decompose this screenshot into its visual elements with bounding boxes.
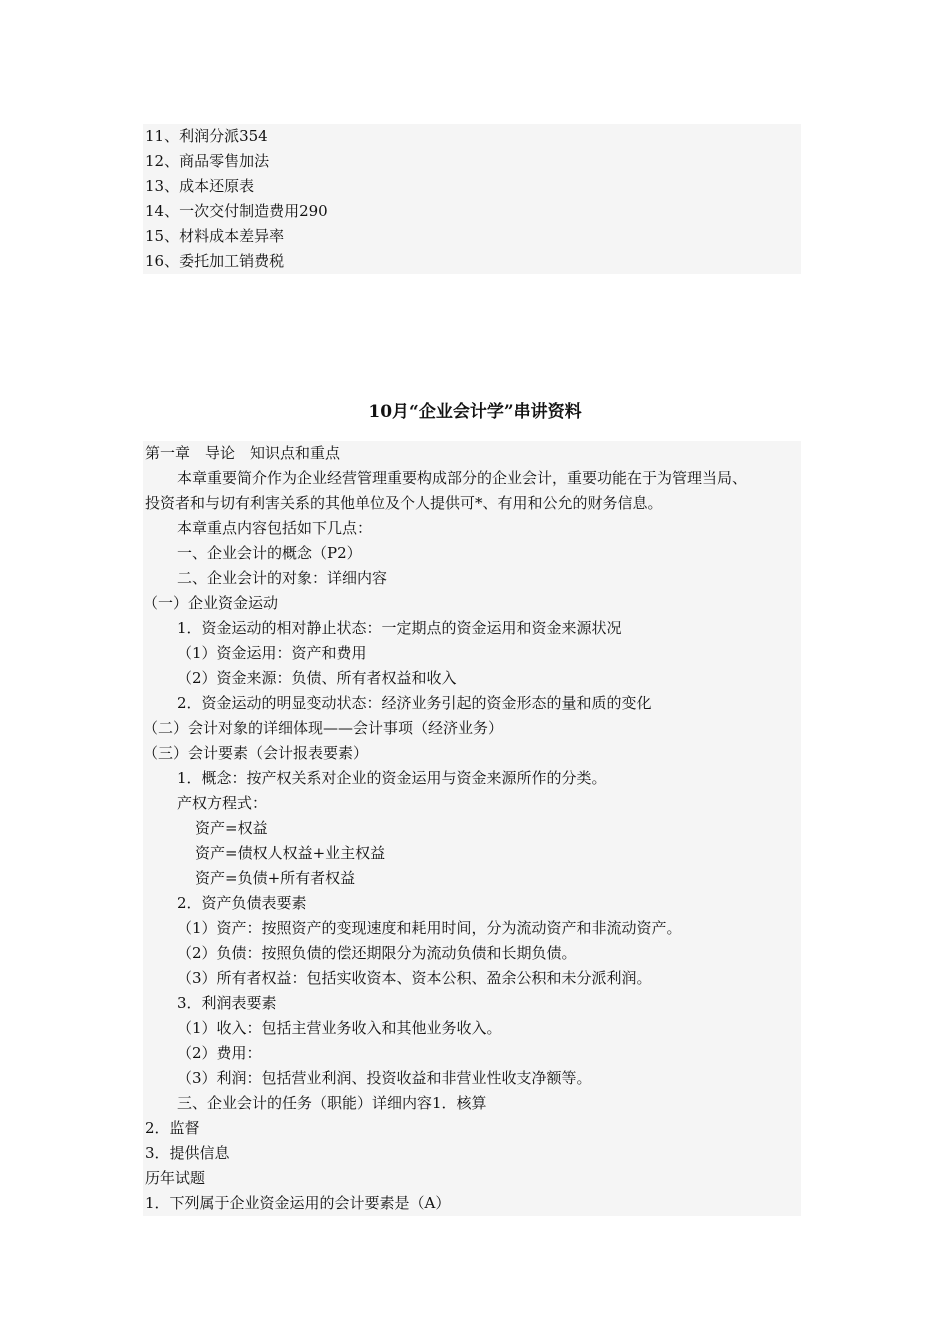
body-line: （3）利润：包括营业利润、投资收益和非营业性收支净额等。 <box>177 1069 592 1087</box>
body-line: 2．监督 <box>145 1119 200 1137</box>
body-line: 资产=负债+所有者权益 <box>195 869 356 887</box>
body-line: 1．资金运动的相对静止状态：一定期点的资金运用和资金来源状况 <box>177 619 622 637</box>
body-line: 1．下列属于企业资金运用的会计要素是（A） <box>145 1194 451 1212</box>
body-line: 投资者和与切有利害关系的其他单位及个人提供可*、有用和公允的财务信息。 <box>145 494 663 512</box>
body-line: 一、企业会计的概念（P2） <box>177 544 362 562</box>
body-line: 3．提供信息 <box>145 1144 230 1162</box>
body-line: 产权方程式： <box>177 794 268 812</box>
body-line: 2．资产负债表要素 <box>177 894 307 912</box>
body-line: 资产=债权人权益+业主权益 <box>195 844 386 862</box>
body-line: 第一章 导论 知识点和重点 <box>145 444 341 462</box>
body-line: （3）所有者权益：包括实收资本、资本公积、盈余公积和未分派利润。 <box>177 969 652 987</box>
document-title: 10月“企业会计学”串讲资料 <box>368 402 582 422</box>
body-line: 本章重要简介作为企业经营管理重要构成部分的企业会计，重要功能在于为管理当局、 <box>177 469 748 487</box>
body-line: 三、企业会计的任务（职能）详细内容1．核算 <box>177 1094 487 1112</box>
body-line: （二）会计对象的详细体现——会计事项（经济业务） <box>143 719 504 737</box>
list-item: 16、委托加工销费税 <box>145 252 285 270</box>
body-line: （一）企业资金运动 <box>143 594 279 612</box>
body-line: 历年试题 <box>145 1169 206 1187</box>
body-text <box>143 441 801 1216</box>
body-line: （2）负债：按照负债的偿还期限分为流动负债和长期负债。 <box>177 944 577 962</box>
list-item: 11、利润分派354 <box>145 127 268 145</box>
body-line: 资产=权益 <box>195 819 268 837</box>
body-line: 1．概念：按产权关系对企业的资金运用与资金来源所作的分类。 <box>177 769 607 787</box>
list-item: 15、材料成本差异率 <box>145 227 285 245</box>
body-line: 本章重点内容包括如下几点： <box>177 519 373 537</box>
list-item: 12、商品零售加法 <box>145 152 270 170</box>
body-line: （1）资产：按照资产的变现速度和耗用时间，分为流动资产和非流动资产。 <box>177 919 682 937</box>
body-line: （1）资金运用：资产和费用 <box>177 644 367 662</box>
body-line: （2）资金来源：负债、所有者权益和收入 <box>177 669 457 687</box>
body-line: 3．利润表要素 <box>177 994 277 1012</box>
body-line: （三）会计要素（会计报表要素） <box>143 744 369 762</box>
body-line: （1）收入：包括主营业务收入和其他业务收入。 <box>177 1019 502 1037</box>
numbered-list <box>143 124 801 274</box>
body-line: （2）费用： <box>177 1044 262 1062</box>
list-item: 14、一次交付制造费用290 <box>145 202 328 220</box>
list-item: 13、成本还原表 <box>145 177 255 195</box>
body-line: 2．资金运动的明显变动状态：经济业务引起的资金形态的量和质的变化 <box>177 694 652 712</box>
body-line: 二、企业会计的对象：详细内容 <box>177 569 388 587</box>
